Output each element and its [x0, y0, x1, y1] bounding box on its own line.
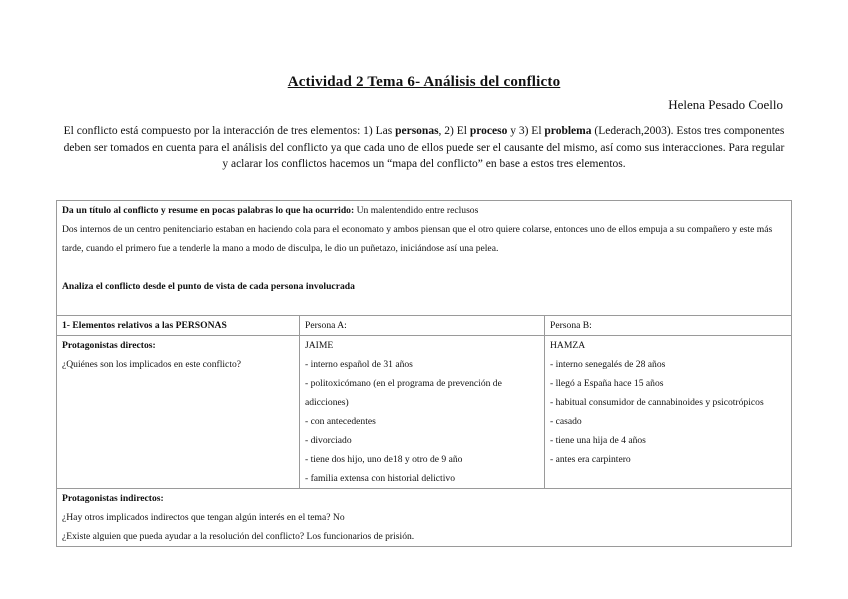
- spacer: [62, 258, 786, 277]
- list-item: - llegó a España hace 15 años: [550, 378, 664, 389]
- person-b-cell: [545, 336, 792, 489]
- summary-prompt: Da un título al conflicto y resume en pocas palabras lo que ha ocurrido:: [62, 205, 355, 216]
- spacer: [62, 296, 786, 315]
- intro-keyword-problema: problema: [544, 125, 592, 137]
- direct-protagonists-row: [57, 336, 792, 489]
- author-name: Helena Pesado Coello: [668, 97, 783, 112]
- intro-text-4: (Lederach,2003). Estos tres componentes deben ser tomados en cuenta para el análisis del conflicto ya que cada uno de ellos puede ser el causante del mismo, así como sus interacciones. Para regular y aclarar los conflictos hacemos un “mapa del conflicto” en base a estos tres elementos.: [63, 125, 785, 170]
- list-item: - divorciado: [305, 435, 352, 446]
- header-cell-label: [57, 316, 300, 336]
- intro-paragraph: [62, 123, 786, 173]
- indirect-protagonists-label: Protagonistas indirectos:: [62, 493, 164, 504]
- indirect-cell: [57, 489, 792, 547]
- persons-header-label: 1- Elementos relativos a las PERSONAS: [62, 320, 227, 331]
- summary-row: [57, 201, 792, 316]
- intro-text-1: El conflicto está compuesto por la interacción de tres elementos: 1) Las: [63, 125, 396, 137]
- list-item: - familia extensa con historial delictivo: [305, 473, 455, 484]
- direct-protagonists-label: Protagonistas directos:: [62, 340, 156, 351]
- list-item: - con antecedentes: [305, 416, 376, 427]
- summary-cell: [57, 201, 792, 316]
- summary-title-answer: Un malentendido entre reclusos: [354, 205, 479, 216]
- indirect-question-1: ¿Hay otros implicados indirectos que tengan algún interés en el tema? No: [62, 512, 345, 523]
- summary-description: Dos internos de un centro penitenciario estaban en haciendo cola para el economato y ambos piensan que el otro quiere colarse, entonces uno de ellos empuja a su compañero y este más tarde, cuando el primero fue a tenderle la mano a modo de disculpa, le dio un puñetazo, iniciándose así una pelea.: [62, 224, 773, 254]
- person-b-name: HAMZA: [550, 340, 586, 351]
- person-a-name: JAIME: [305, 340, 334, 351]
- intro-keyword-proceso: proceso: [469, 125, 508, 137]
- conflict-analysis-table: [56, 200, 792, 547]
- header-cell-person-a: [300, 316, 545, 336]
- summary-title-line: [62, 201, 786, 220]
- list-item: - interno español de 31 años: [305, 359, 413, 370]
- direct-label-cell: [57, 336, 300, 489]
- header-cell-person-b: [545, 316, 792, 336]
- indirect-question-2: ¿Existe alguien que pueda ayudar a la resolución del conflicto? Los funcionarios de prisión.: [62, 531, 415, 542]
- list-item: - tiene dos hijo, uno de18 y otro de 9 año: [305, 454, 463, 465]
- person-a-cell: [300, 336, 545, 489]
- analysis-prompt: Analiza el conflicto desde el punto de vista de cada persona involucrada: [62, 281, 355, 292]
- person-a-header: Persona A:: [305, 320, 347, 331]
- intro-text-2: , 2) El: [438, 125, 470, 137]
- list-item: - habitual consumidor de cannabinoides y psicotrópicos: [550, 397, 764, 408]
- direct-protagonists-question: ¿Quiénes son los implicados en este conflicto?: [62, 359, 242, 370]
- person-b-header: Persona B:: [550, 320, 592, 331]
- list-item: - tiene una hija de 4 años: [550, 435, 646, 446]
- list-item: - politoxicómano (en el programa de prevención de adicciones): [305, 378, 502, 408]
- document-title: Actividad 2 Tema 6- Análisis del conflicto: [287, 74, 561, 90]
- persons-header-row: [57, 316, 792, 336]
- list-item: - interno senegalés de 28 años: [550, 359, 666, 370]
- list-item: - casado: [550, 416, 582, 427]
- intro-keyword-personas: personas: [395, 125, 439, 137]
- indirect-protagonists-row: [57, 489, 792, 547]
- intro-text-3: y 3) El: [507, 125, 545, 137]
- list-item: - antes era carpintero: [550, 454, 631, 465]
